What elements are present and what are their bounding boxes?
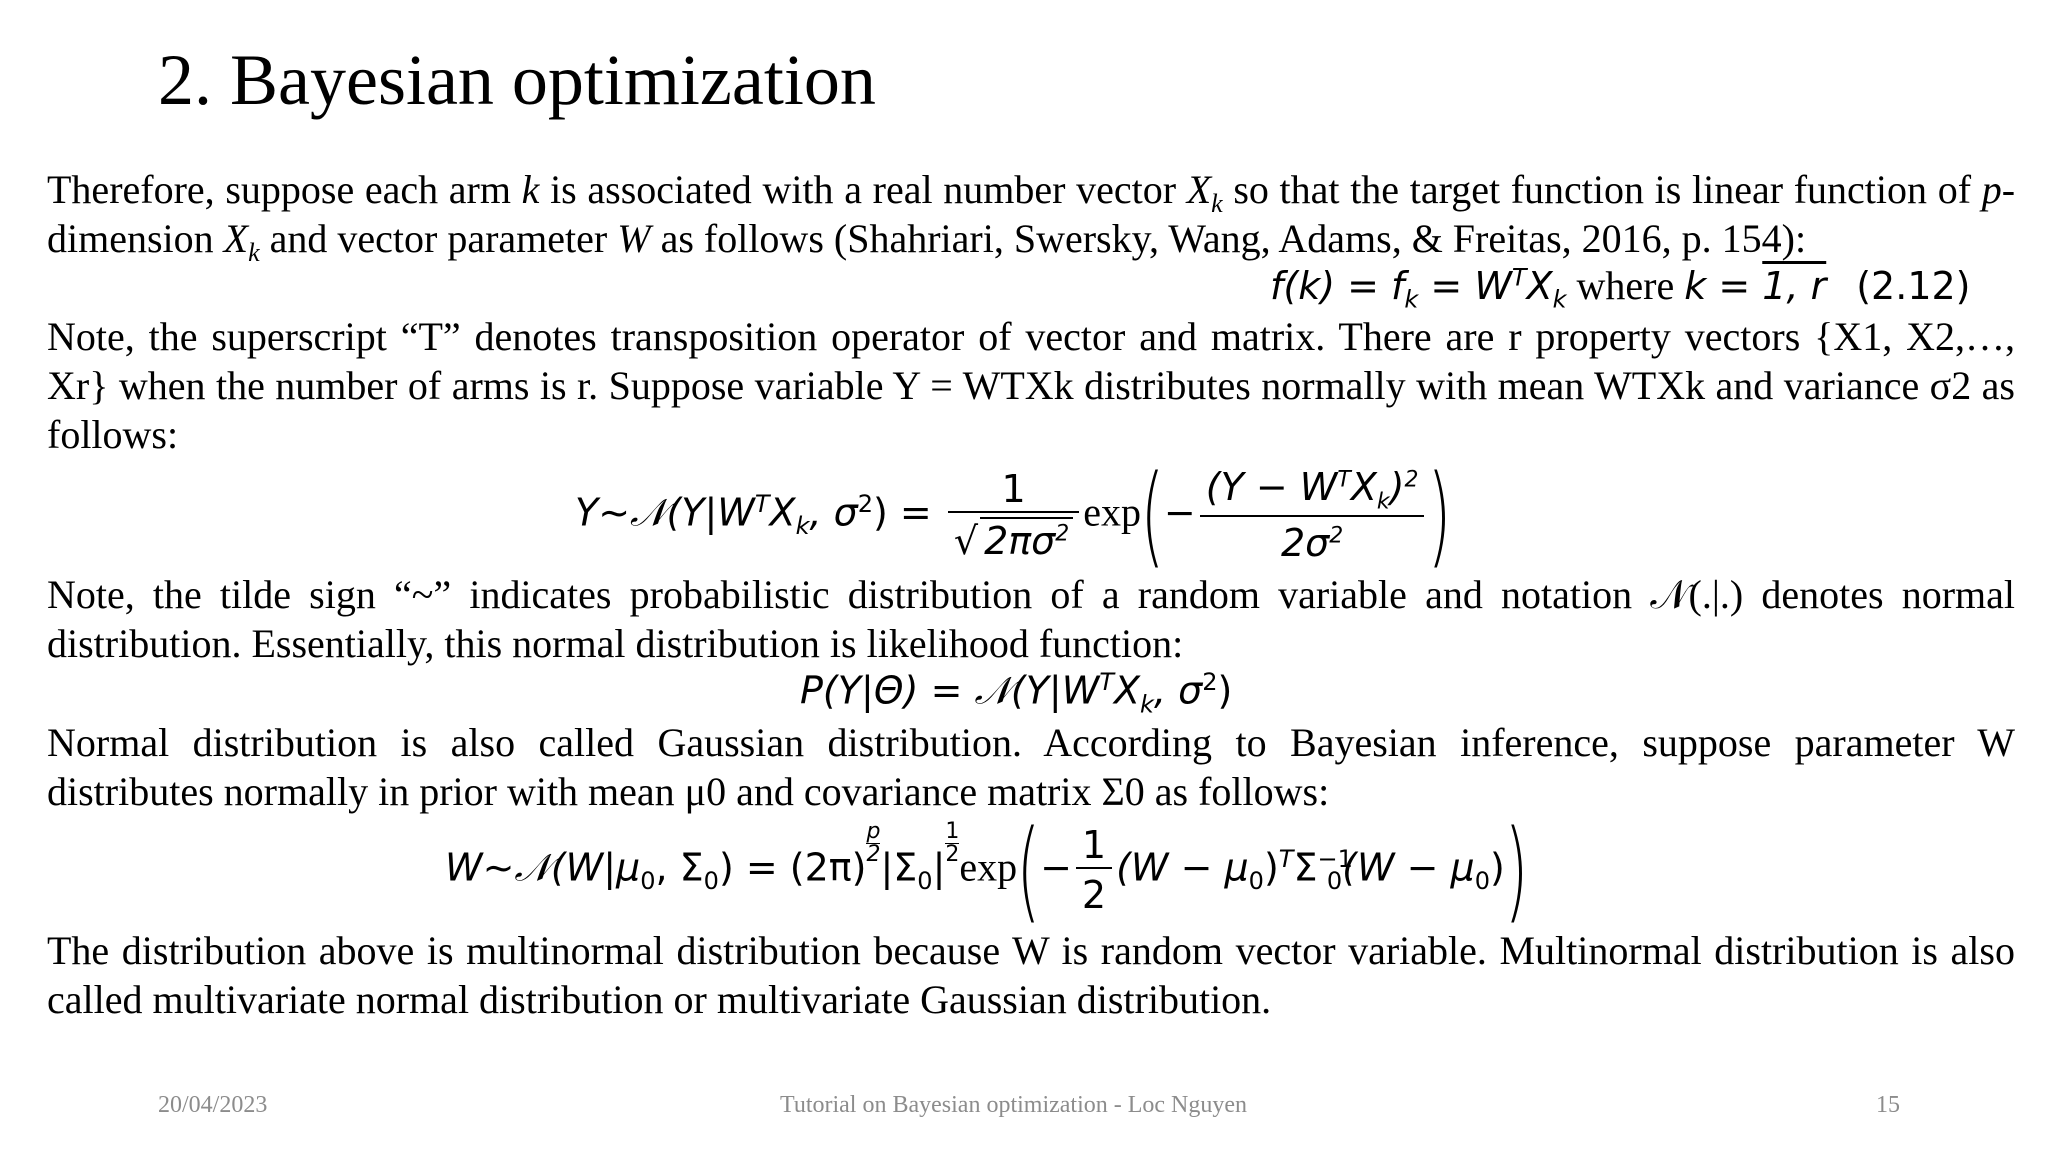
numerator: ) [1389, 465, 1405, 510]
denominator: 2 [1076, 867, 1112, 917]
eq-part: ) [1217, 668, 1233, 713]
var: X [1186, 167, 1212, 212]
eq-part: ) [1263, 845, 1279, 890]
numerator: (Y − W [1205, 465, 1338, 510]
eq-part: X [1526, 264, 1553, 308]
eq-part: (W − μ [1116, 845, 1249, 890]
numerator: p [866, 818, 881, 844]
numerator: 1 [1001, 467, 1026, 511]
eq-part: X [1113, 668, 1141, 713]
var: W [617, 216, 651, 261]
numerator: 1 [945, 818, 960, 844]
eq-part: f(k) = f [1270, 264, 1405, 308]
eq-part: Σ [1293, 845, 1318, 890]
paragraph-1 [47, 165, 2016, 267]
eq-part: , Σ [655, 845, 704, 890]
eq-part: 1, r [1762, 264, 1827, 308]
numerator: 1 [1081, 823, 1107, 867]
var: X [223, 216, 249, 261]
paragraph-2: Note, the superscript “T” denotes transposition operator of vector and matrix. There are r property vectors {X1, X2,…, Xr} when the number of arms is r. Suppose variable Y = WTXk distributes normally with mean WTXk and variance σ2 as follows: [47, 314, 2015, 457]
eq-part: X [769, 490, 796, 535]
eq-part: ) = [873, 490, 932, 535]
paragraph-5: The distribution above is multinormal distribution because W is random vector variable. Multinormal distribution is also called multivariate normal distribution or multivariate Gaussian distribution. [47, 928, 2015, 1022]
left-paren: ( [1140, 451, 1165, 579]
var: p [1981, 167, 2002, 212]
equation-likelihood: $P(Y|\Theta) = 𝒩(Y|W^TX_k$, $\sigma^2$) [800, 668, 1233, 719]
eq-part: exp [1083, 489, 1141, 535]
denominator: 2σ [1280, 520, 1330, 565]
left-paren: ( [1016, 806, 1041, 934]
eq-part: exp [959, 844, 1018, 890]
text: and vector parameter [259, 216, 618, 261]
eq-part: k = [1684, 264, 1763, 308]
eq-part: ) [1490, 845, 1505, 890]
text: as follows (Shahriari, Swersky, Wang, Adams, & Freitas, 2016, p. 154): [650, 216, 1807, 261]
right-paren: ) [1504, 806, 1529, 934]
eq-part: |Σ [880, 845, 918, 890]
right-paren: ) [1428, 451, 1452, 579]
eq-part: Y~𝒩(Y|W [575, 490, 755, 535]
eq-part: W~𝒩(W|μ [445, 845, 641, 890]
footer-page-number: 15 [1876, 1092, 1900, 1118]
text: is associated with a real number vector [539, 167, 1187, 212]
equation-prior-w: $W\sim 𝒩(W|\mu_0$, $\Sigma_0) = (2\pi)$ $\frac{p}{2}$ $|\Sigma_0|$ $\frac{1}{2}$ exp(− $\frac{1}{2}$ $(W - \mu_0)^T\Sigma^{-1}_0(W - \mu_0)$) [445, 806, 1529, 934]
footer-date: 20/04/2023 [158, 1092, 268, 1118]
var: k [1211, 189, 1223, 218]
eq-part: T [1511, 263, 1527, 292]
denominator: 2 [866, 841, 881, 867]
text: -dimension [47, 167, 2016, 261]
fraction: $\frac{(Y - W^TX_k)^2}{2\sigma^2}$ [1200, 465, 1425, 565]
fraction: $\frac{1}{√ 2\pi\sigma^2}$ [948, 467, 1079, 563]
text: Therefore, suppose each arm [47, 167, 522, 212]
eq-part: P(Y|Θ) = 𝒩(Y|W [800, 668, 1100, 713]
eq-part: , σ [1153, 668, 1203, 713]
text: so that the target function is linear function of [1222, 167, 1982, 212]
var: k [248, 238, 260, 267]
eq-part: = W [1418, 264, 1512, 308]
denominator: 2πσ [984, 519, 1056, 563]
equation-number: (2.12) [1856, 264, 1971, 308]
eq-part: (W − μ [1342, 845, 1475, 890]
slide-title: 2. Bayesian optimization [158, 40, 876, 120]
paragraph-3: Note, the tilde sign “~” indicates probabilistic distribution of a random variable and notation 𝒩(.|.) denotes normal distribution. Essentially, this normal distribution is likelihood function: [47, 572, 2015, 666]
var: k [521, 167, 540, 212]
eq-part: ) = (2π) [718, 845, 867, 890]
eq-part: , σ [809, 490, 858, 535]
eq-part: k [1552, 285, 1567, 314]
footer-title: Tutorial on Bayesian optimization - Loc Nguyen [780, 1092, 1248, 1118]
equation-2-12 [1270, 262, 1971, 314]
eq-part: where [1566, 263, 1685, 308]
equation-normal-y: $Y\sim 𝒩(Y|W^TX_k$, $\sigma^2$) = $\frac{1}{√ 2\pi\sigma^2}$ exp(− $\frac{(Y - W^TX_k)^2}{2\sigma^2}$ ) [575, 451, 1452, 579]
paragraph-4: Normal distribution is also called Gaussian distribution. According to Bayesian inference, suppose parameter W distributes normally in prior with mean μ0 and covariance matrix Σ0 as follows: [47, 720, 2015, 814]
numerator: X [1350, 465, 1377, 510]
eq-part: | [932, 845, 946, 890]
eq-part: − [1163, 490, 1196, 535]
eq-part: k [1404, 285, 1419, 314]
eq-part: − [1040, 845, 1072, 890]
